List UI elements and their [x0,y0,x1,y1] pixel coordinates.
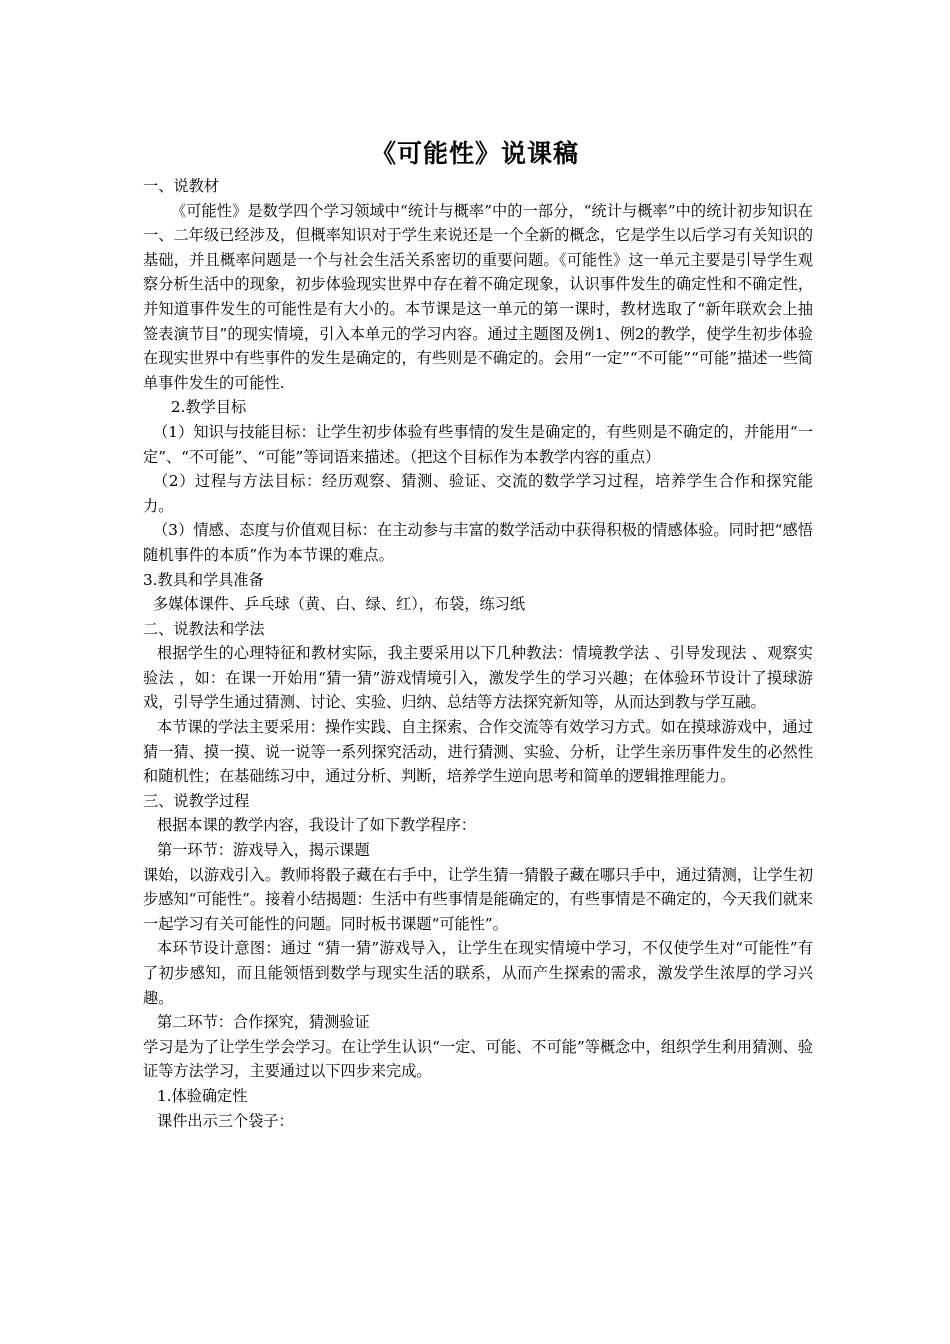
paragraph: 2.教学目标 [171,398,247,417]
paragraph: 3.教具和学具准备 [143,570,264,589]
paragraph: （3）情感、态度与价值观目标：在主动参与丰富的数学活动中获得积极的情感体验。同时把“感悟随机事件的本质”作为本节课的难点。 [143,521,813,564]
document-title: 《可能性》说课稿 [370,139,579,168]
paragraph: 本节课的学法主要采用：操作实践、自主探索、合作交流等有效学习方式。如在摸球游戏中，通过猜一猜、摸一摸、说一说等一系列探究活动，进行猜测、实验、分析，让学生亲历事件发生的必然性和随机性；在基础练习中，通过分析、判断，培养学生逆向思考和简单的逻辑推理能力。 [143,718,813,786]
document-body [143,174,813,1133]
paragraph: 第二环节：合作探究，猜测验证 [157,1013,370,1032]
paragraph: 二、说教法和学法 [143,619,265,638]
paragraph: 学习是为了让学生学会学习。在让学生认识“一定、可能、不可能”等概念中，组织学生利用猜测、验证等方法学习，主要通过以下四步来完成。 [143,1037,813,1081]
paragraph: 课件出示三个袋子： [157,1111,294,1130]
paragraph: （1）知识与技能目标：让学生初步体验有些事情的发生是确定的，有些则是不确定的，并能用“一定”、“不可能”、“可能”等词语来描述。（把这个目标作为本教学内容的重点） [143,422,813,466]
paragraph: 本环节设计意图：通过 “猜一猜”游戏导入，让学生在现实情境中学习，不仅使学生对“可能性”有了初步感知，而且能领悟到数学与现实生活的联系，从而产生探索的需求，激发学生浓厚的学习兴趣。 [143,939,813,1007]
paragraph: 根据学生的心理特征和教材实际，我主要采用以下几种教法：情境教学法 、引导发现法 、观察实验法 ，如：在课一开始用“猜一猜”游戏情境引入，激发学生的学习兴趣；在体验环节设计了摸球游戏，引导学生通过猜测、讨论、实验、归纳、总结等方法探究新知等，从而达到教与学互融。 [143,644,813,712]
paragraph: （2）过程与方法目标：经历观察、猜测、验证、交流的数学学习过程，培养学生合作和探究能力。 [143,472,813,515]
paragraph: 1.体验确定性 [157,1086,248,1105]
paragraph: 第一环节：游戏导入，揭示课题 [157,841,370,860]
paragraph: 多媒体课件、乒乓球（黄、白、绿、红），布袋，练习纸 [153,595,526,614]
paragraph: 课始，以游戏引入。教师将骰子藏在右手中，让学生猜一猜骰子藏在哪只手中，通过猜测，让学生初步感知“可能性”。接着小结揭题：生活中有些事情是能确定的，有些事情是不确定的，今天我们就来一起学习有关可能性的问题。同时板书课题“可能性”。 [143,865,813,933]
paragraph: 一、说教材 [143,177,219,195]
paragraph: 根据本课的教学内容，我设计了如下教学程序： [157,816,476,835]
paragraph: 三、说教学过程 [143,791,250,810]
paragraph: 《可能性》是数学四个学习领域中“统计与概率”中的一部分，“统计与概率”中的统计初步知识在一、二年级已经涉及，但概率知识对于学生来说还是一个全新的概念，它是学生以后学习有关知识的基础，并且概率问题是一个与社会生活关系密切的重要问题。《可能性》这一单元主要是引导学生观察分析生活中的现象，初步体验现实世界中存在着不确定现象，认识事件发生的确定性和不确定性，并知道事件发生的可能性是有大小的。本节课是这一单元的第一课时，教材选取了“新年联欢会上抽签表演节目”的现实情境，引入本单元的学习内容。通过主题图及例1、例2的教学，使学生初步体验在现实世界中有些事件的发生是确定的，有些则是不确定的。会用“一定”“不可能”“可能”描述一些简单事件发生的可能性. [143,201,813,392]
